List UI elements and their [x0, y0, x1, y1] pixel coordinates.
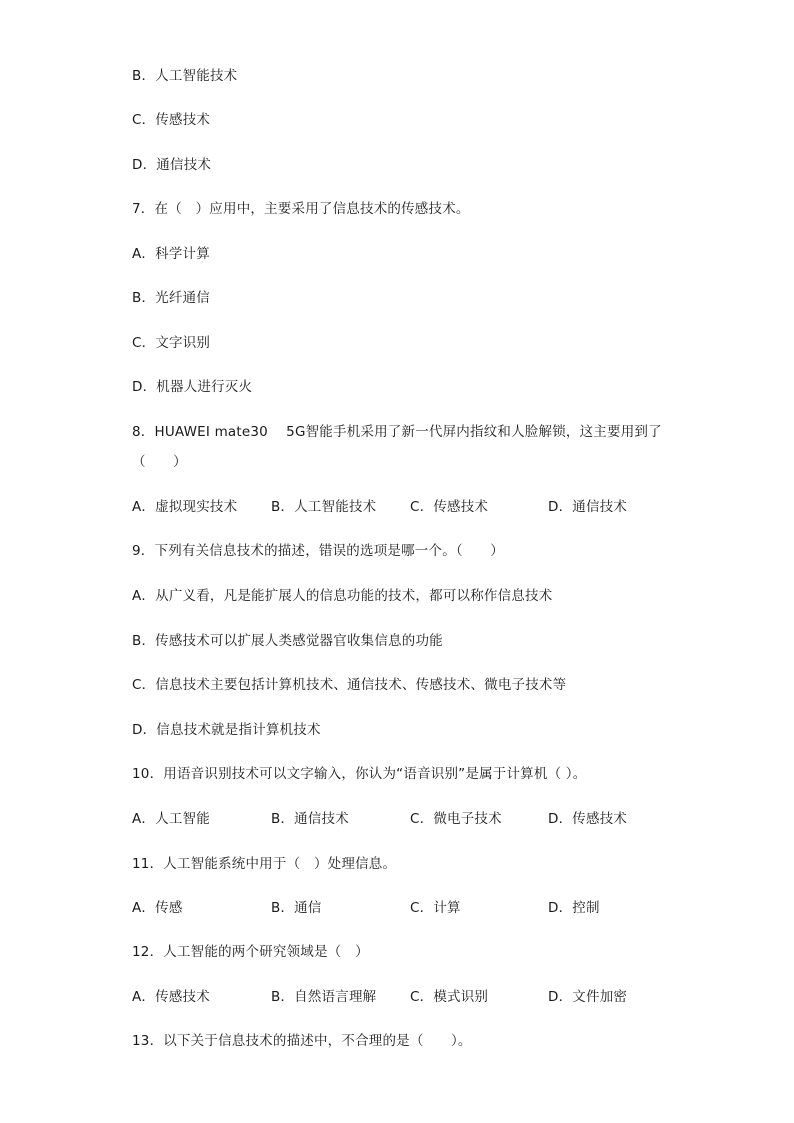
q8-options — [132, 498, 692, 516]
q11-stem: 11．人工智能系统中用于（ ）处理信息。 — [132, 856, 397, 872]
q11-option-a: A．传感 — [132, 900, 183, 916]
q12-option-d: D．文件加密 — [548, 989, 628, 1005]
q10-option-b: B．通信技术 — [271, 811, 349, 827]
q7-option-c: C．文字识别 — [132, 335, 211, 351]
q12-options — [132, 988, 692, 1006]
q8-option-c: C．传感技术 — [410, 499, 489, 515]
q7-option-a: A．科学计算 — [132, 246, 210, 262]
q10-option-c: C．微电子技术 — [410, 811, 502, 827]
q10-option-d: D．传感技术 — [548, 811, 628, 827]
q13-stem: 13．以下关于信息技术的描述中，不合理的是（ ）。 — [132, 1033, 472, 1049]
q8-option-a: A．虚拟现实技术 — [132, 499, 238, 515]
q6-option-b: B．人工智能技术 — [132, 68, 238, 84]
q9-option-b: B．传感技术可以扩展人类感觉器官收集信息的功能 — [132, 633, 443, 649]
q8-stem: 8．HUAWEI mate30 5G智能手机采用了新一代屏内指纹和人脸解锁，这主要用到了 — [132, 424, 662, 440]
q12-option-a: A．传感技术 — [132, 989, 210, 1005]
q11-options — [132, 899, 692, 917]
q12-option-c: C．模式识别 — [410, 989, 489, 1005]
q9-option-c: C．信息技术主要包括计算机技术、通信技术、传感技术、微电子技术等 — [132, 677, 567, 693]
q10-options — [132, 810, 692, 828]
q7-option-b: B．光纤通信 — [132, 290, 210, 306]
q11-option-c: C．计算 — [410, 900, 461, 916]
q9-option-a: A．从广义看，凡是能扩展人的信息功能的技术，都可以称作信息技术 — [132, 588, 553, 604]
q10-option-a: A．人工智能 — [132, 811, 210, 827]
q8-option-b: B．人工智能技术 — [271, 499, 377, 515]
q9-option-d: D．信息技术就是指计算机技术 — [132, 722, 321, 738]
q7-option-d: D．机器人进行灭火 — [132, 379, 253, 395]
q11-option-d: D．控制 — [548, 900, 600, 916]
q10-stem: 10．用语音识别技术可以文字输入，你认为“语音识别”是属于计算机（ ）。 — [132, 766, 587, 782]
q11-option-b: B．通信 — [271, 900, 322, 916]
q8-stem-continuation: （ ） — [132, 454, 187, 470]
q6-option-c: C．传感技术 — [132, 112, 211, 128]
q7-stem: 7．在（ ）应用中，主要采用了信息技术的传感技术。 — [132, 201, 470, 217]
q8-option-d: D．通信技术 — [548, 499, 628, 515]
q9-stem: 9．下列有关信息技术的描述，错误的选项是哪一个。（ ） — [132, 543, 504, 559]
q6-option-d: D．通信技术 — [132, 157, 212, 173]
q12-stem: 12．人工智能的两个研究领域是（ ） — [132, 944, 369, 960]
q12-option-b: B．自然语言理解 — [271, 989, 377, 1005]
